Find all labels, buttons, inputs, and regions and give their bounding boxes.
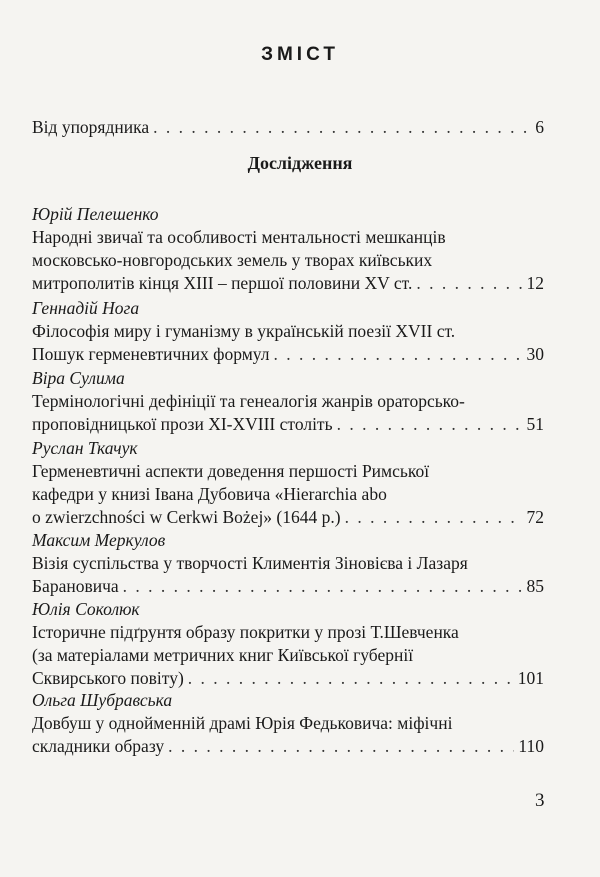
- dot-leader: [337, 412, 523, 436]
- toc-title-line: (за матеріалами метричних книг Київської губернії: [32, 645, 414, 665]
- dot-leader: [188, 666, 514, 690]
- toc-author: Геннадій Нога: [32, 298, 140, 318]
- toc-title-line: o zwierzchności w Cerkwi Bożej» (1644 р.): [32, 507, 341, 527]
- toc-title-line: Пошук герменевтичних формул: [32, 344, 270, 364]
- toc-title-line: Візія суспільства у творчості Климентія Зіновієва і Лазаря: [32, 553, 468, 573]
- toc-entry-last-line: [32, 271, 544, 295]
- dot-leader: [416, 271, 522, 295]
- toc-entry-last-line: [32, 734, 544, 758]
- toc-page-number: 30: [526, 344, 544, 364]
- toc-title-line: Герменевтичні аспекти доведення першості Римської: [32, 461, 430, 481]
- toc-title-line: Філософія миру і гуманізму в українській поезії XVII ст.: [32, 321, 456, 341]
- contents-heading: ЗМІСТ: [261, 44, 339, 65]
- toc-title-line: Сквирського повіту): [32, 668, 184, 688]
- toc-entry-intro: [32, 115, 544, 139]
- toc-entry-last-line: [32, 574, 544, 598]
- toc-title-line: Довбуш у однойменній драмі Юрія Федьковича: міфічні: [32, 713, 453, 733]
- page-number: 3: [535, 790, 545, 811]
- toc-page-number: 101: [517, 668, 544, 688]
- dot-leader: [123, 574, 523, 598]
- toc-entry-last-line: [32, 412, 544, 436]
- toc-entry-last-line: [32, 505, 544, 529]
- toc-author: Юлія Соколюк: [32, 599, 140, 619]
- toc-title-line: Термінологічні дефініції та генеалогія жанрів ораторсько-: [32, 391, 465, 411]
- toc-page-number: 110: [518, 736, 544, 756]
- dot-leader: [345, 505, 523, 529]
- toc-page-number: 6: [535, 117, 544, 137]
- section-title: Дослідження: [247, 153, 353, 173]
- toc-title-line: Історичне підґрунтя образу покритки у прозі Т.Шевченка: [32, 622, 459, 642]
- toc-title-line: московсько-новгородських земель у творах київських: [32, 250, 433, 270]
- toc-author: Максим Меркулов: [32, 530, 166, 550]
- toc-title-line: складники образу: [32, 736, 165, 756]
- toc-entry-last-line: [32, 666, 544, 690]
- toc-title-line: митрополитів кінця XIII – першої половини XV ст.: [32, 273, 413, 293]
- toc-page-number: 51: [526, 414, 544, 434]
- toc-title-line: проповідницької прози XI-XVIII століть: [32, 414, 333, 434]
- toc-author: Юрій Пелешенко: [32, 204, 159, 224]
- dot-leader: [153, 115, 531, 139]
- toc-page-number: 72: [526, 507, 544, 527]
- toc-page-number: 12: [526, 273, 544, 293]
- toc-entry-last-line: [32, 342, 544, 366]
- toc-title-line: кафедри у книзі Івана Дубовича «Hierarchia abo: [32, 484, 387, 504]
- toc-author: Руслан Ткачук: [32, 438, 138, 458]
- dot-leader: [168, 734, 514, 758]
- toc-page-number: 85: [526, 576, 544, 596]
- toc-author: Віра Сулима: [32, 368, 125, 388]
- toc-entry-title: Від упорядника: [32, 117, 150, 137]
- toc-author: Ольга Шубравська: [32, 690, 173, 710]
- toc-title-line: Народні звичаї та особливості ментальності мешканців: [32, 227, 446, 247]
- toc-title-line: Барановича: [32, 576, 119, 596]
- dot-leader: [274, 342, 523, 366]
